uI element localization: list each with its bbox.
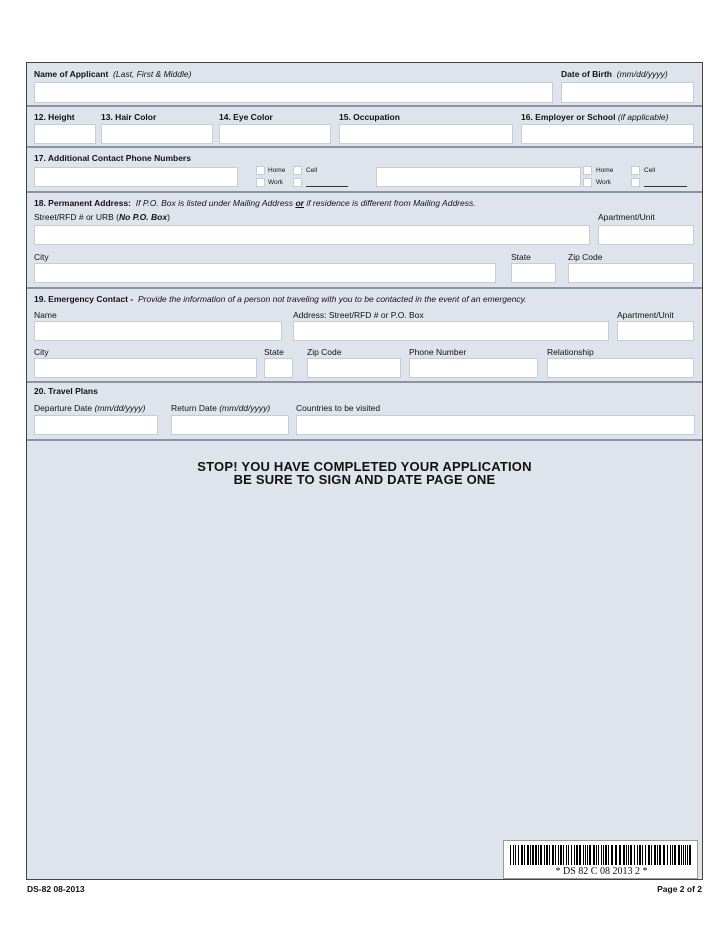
departure-date-field[interactable] [34,415,158,435]
phone2-other-line [644,186,687,187]
emergency-state-field[interactable] [264,358,293,378]
emergency-relationship-label: Relationship [547,347,594,357]
state-label: State [511,252,531,262]
eye-color-label: 14. Eye Color [219,112,273,122]
form-page [26,62,703,880]
occupation-label: 15. Occupation [339,112,400,122]
page-number: Page 2 of 2 [657,884,702,894]
return-date-label: Return Date (mm/dd/yyyy) [171,403,271,413]
work-label: Work [596,179,612,186]
home-label: Home [596,167,614,174]
form-id: DS-82 08-2013 [27,884,85,894]
section-divider [27,191,702,193]
dob-label: Date of Birth (mm/dd/yyyy) [561,69,668,79]
applicant-name-label: Name of Applicant (Last, First & Middle) [34,69,192,79]
occupation-field[interactable] [339,124,513,144]
cell-label: Cell [644,167,656,174]
employer-label: 16. Employer or School (if applicable) [521,112,669,122]
contact-phone-2-field[interactable] [376,167,581,187]
countries-field[interactable] [296,415,695,435]
travel-plans-title: 20. Travel Plans [34,386,98,396]
emergency-zip-field[interactable] [307,358,401,378]
state-field[interactable] [511,263,556,283]
contact-phones-title: 17. Additional Contact Phone Numbers [34,153,191,163]
emergency-phone-label: Phone Number [409,347,467,357]
city-label: City [34,252,49,262]
phone1-cell-checkbox[interactable] [293,166,302,175]
departure-date-label: Departure Date (mm/dd/yyyy) [34,403,146,413]
emergency-phone-field[interactable] [409,358,538,378]
emergency-zip-label: Zip Code [307,347,342,357]
emergency-apartment-label: Apartment/Unit [617,310,674,320]
phone1-other-line [306,186,348,187]
emergency-address-label: Address: Street/RFD # or P.O. Box [293,310,424,320]
section-divider [27,439,702,441]
height-label: 12. Height [34,112,75,122]
home-label: Home [268,167,286,174]
height-field[interactable] [34,124,96,144]
barcode-bars [510,845,692,865]
emergency-apartment-field[interactable] [617,321,694,341]
return-date-field[interactable] [171,415,289,435]
apartment-label: Apartment/Unit [598,212,655,222]
contact-phone-1-field[interactable] [34,167,238,187]
phone2-other-checkbox[interactable] [631,178,640,187]
stop-message-line2: BE SURE TO SIGN AND DATE PAGE ONE [233,472,496,487]
emergency-relationship-field[interactable] [547,358,694,378]
section-divider [27,105,702,107]
street-field[interactable] [34,225,590,245]
section-divider [27,381,702,383]
barcode [503,840,698,879]
emergency-city-field[interactable] [34,358,257,378]
eye-color-field[interactable] [219,124,331,144]
zip-field[interactable] [568,263,694,283]
permanent-address-title: 18. Permanent Address: If P.O. Box is listed under Mailing Address or if residence is different from Mailing Address. [34,198,476,208]
countries-label: Countries to be visited [296,403,381,413]
hair-color-field[interactable] [101,124,213,144]
dob-field[interactable] [561,82,694,103]
apartment-field[interactable] [598,225,694,245]
emergency-name-label: Name [34,310,57,320]
phone2-work-checkbox[interactable] [583,178,592,187]
emergency-contact-title: 19. Emergency Contact - Provide the information of a person not traveling with you to be contacted in the event of an emergency. [34,294,527,304]
phone2-cell-checkbox[interactable] [631,166,640,175]
emergency-address-field[interactable] [293,321,609,341]
phone1-work-checkbox[interactable] [256,178,265,187]
hair-color-label: 13. Hair Color [101,112,157,122]
zip-label: Zip Code [568,252,603,262]
emergency-city-label: City [34,347,49,357]
section-divider [27,146,702,148]
barcode-text: * DS 82 C 08 2013 2 * [555,866,648,877]
cell-label: Cell [306,167,318,174]
employer-field[interactable] [521,124,694,144]
applicant-name-field[interactable] [34,82,553,103]
emergency-name-field[interactable] [34,321,282,341]
phone1-other-checkbox[interactable] [293,178,302,187]
stop-message-line1: STOP! YOU HAVE COMPLETED YOUR APPLICATION [197,459,532,474]
work-label: Work [268,179,284,186]
phone1-home-checkbox[interactable] [256,166,265,175]
phone2-home-checkbox[interactable] [583,166,592,175]
street-label: Street/RFD # or URB (No P.O. Box) [34,212,170,222]
emergency-state-label: State [264,347,284,357]
section-divider [27,287,702,289]
city-field[interactable] [34,263,496,283]
